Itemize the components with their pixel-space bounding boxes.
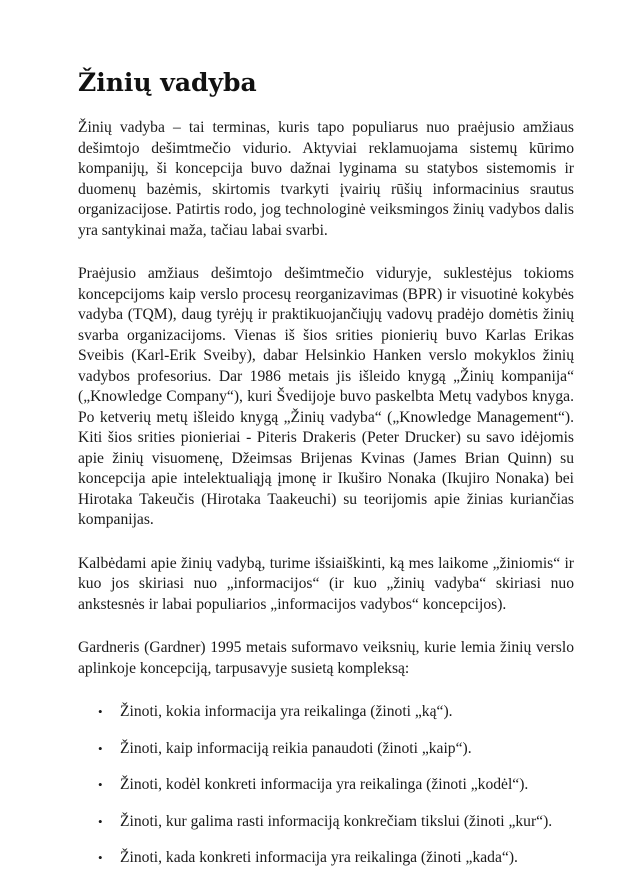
- paragraph-knowledge-vs-information: Kalbėdami apie žinių vadybą, turime išsiaiškinti, ką mes laikome „žiniomis“ ir kuo jos skiriasi nuo „informacijos“ (ir kuo „žinių vadyba“ skiriasi nuo ankstesnės ir labai populiarios „informacijos vadybos“ koncepcijos).: [78, 554, 574, 613]
- list-item-text: Žinoti, kur galima rasti informaciją konkrečiam tikslui (žinoti „kur“).: [120, 812, 553, 830]
- bullet-list: [78, 702, 574, 869]
- paragraph-gardner: Gardneris (Gardner) 1995 metais suformavo veiksnių, kurie lemia žinių verslo aplinkoje koncepciją, tarpusavyje susietą kompleksą:: [78, 639, 574, 677]
- bullet-icon: •: [98, 813, 103, 829]
- paragraph-history: Praėjusio amžiaus dešimtojo dešimtmečio viduryje, suklestėjus tokioms koncepcijoms kaip verslo procesų reorganizavimas (BPR) ir visuotinė kokybės vadyba (TQM), daug tyrėjų ir praktikuojančiųjų vadovų pradėjo domėtis žinių svarba organizacijoms. Vienas iš šios srities pionierių buvo Karlas Erikas Sveibis (Karl-Erik Sveiby), dabar Helsinkio Hanken verslo mokyklos žinių vadybos profesorius. Dar 1986 metais jis išleido knygą „Žinių kompanija“ („Knowledge Company“), kuri Švedijoje buvo paskelbta Metų vadybos knyga. Po ketverių metų išleido knygą „Žinių vadyba“ („Knowledge Management“). Kiti šios srities pionieriai - Piteris Drakeris (Peter Drucker) su savo idėjomis apie žinių visuomenę, Džeimsas Brijenas Kvinas (James Brian Quinn) su koncepcija apie intelektualiąją įmonę ir Ikuširo Nonaka (Ikujiro Nonaka) bei Hirotaka Takeučis (Hirotaka Taakeuchi) su teorijomis apie žinias kuriančias kompanijas.: [78, 265, 574, 528]
- list-item: [78, 702, 574, 723]
- page-title: Žinių vadyba: [78, 68, 257, 97]
- bullet-icon: •: [98, 740, 103, 756]
- list-item: [78, 775, 574, 796]
- bullet-icon: •: [98, 850, 103, 865]
- paragraph-intro: Žinių vadyba – tai terminas, kuris tapo populiarus nuo praėjusio amžiaus dešimtojo dešimtmečio vidurio. Aktyviai reklamuojama sistemų kūrimo kompanijų, ši koncepcija buvo dažnai lyginama su statybos sistemomis ir duomenų bazėmis, skirtomis tvarkyti įvairių rūšių informacinius srautus organizacijose. Patirtis rodo, jog technologinė veiksmingos žinių vadybos dalis yra santykinai maža, tačiau labai svarbi.: [78, 119, 574, 239]
- list-item-text: Žinoti, kaip informaciją reikia panaudoti (žinoti „kaip“).: [120, 739, 472, 757]
- bullet-icon: •: [98, 777, 103, 792]
- document-page: [78, 68, 574, 885]
- list-item: [78, 848, 574, 869]
- list-item-text: Žinoti, kada konkreti informacija yra reikalinga (žinoti „kada“).: [120, 849, 518, 866]
- list-item-text: Žinoti, kodėl konkreti informacija yra reikalinga (žinoti „kodėl“).: [120, 776, 529, 793]
- list-item: [78, 739, 574, 760]
- bullet-icon: •: [98, 704, 103, 719]
- list-item: [78, 812, 574, 833]
- list-item-text: Žinoti, kokia informacija yra reikalinga (žinoti „ką“).: [120, 703, 453, 720]
